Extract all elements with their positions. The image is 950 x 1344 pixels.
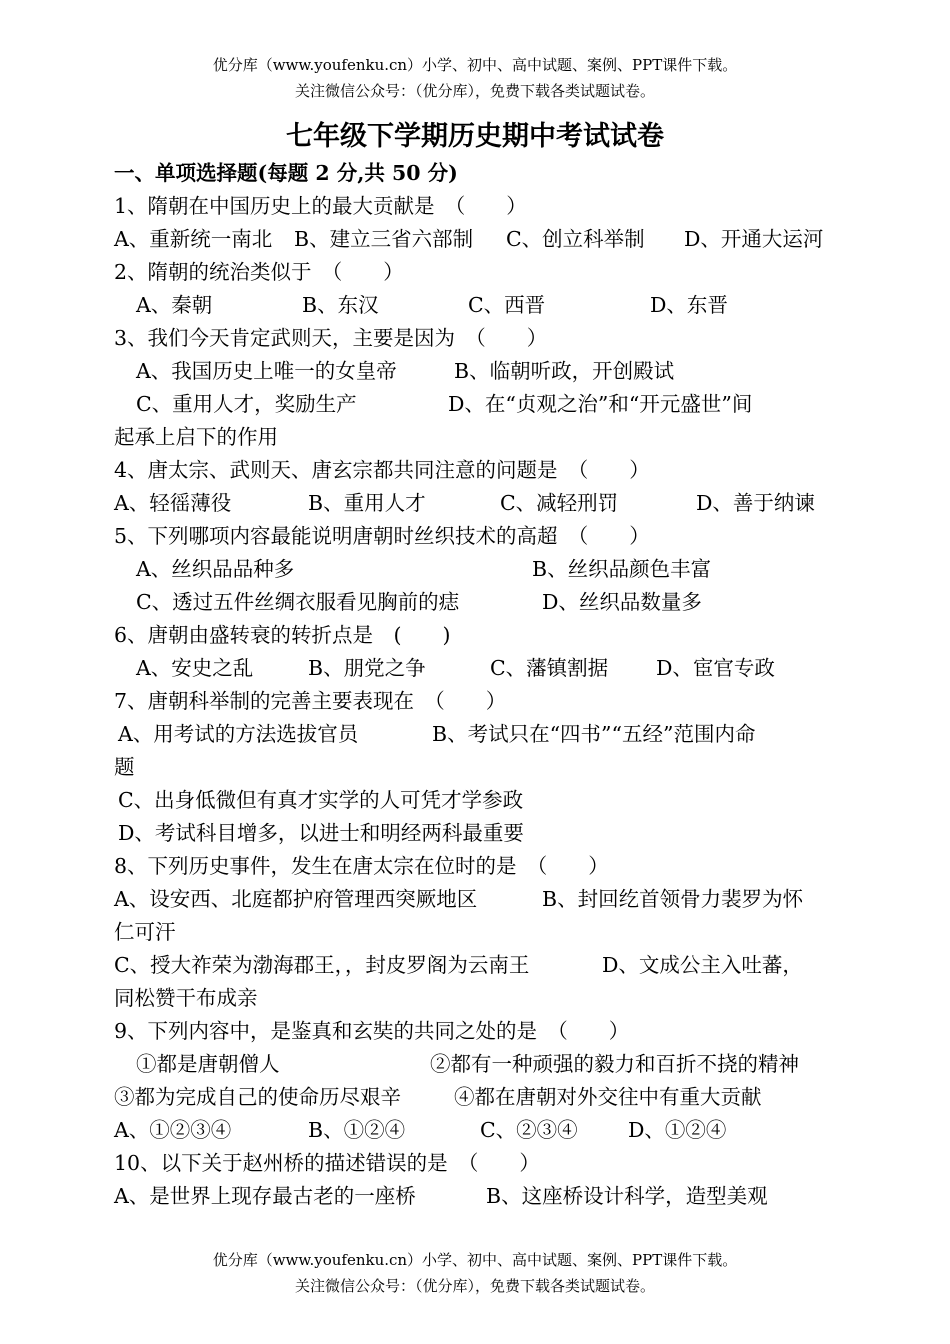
option-a: A、是世界上现存最古老的一座桥 xyxy=(114,1184,416,1208)
option-b: B、建立三省六部制 xyxy=(294,227,474,251)
option-c: C、西晋 xyxy=(468,293,546,317)
option-d: D、丝织品数量多 xyxy=(542,590,702,614)
question-5-options-cd xyxy=(114,586,838,619)
option-a: A、我国历史上唯一的女皇帝 xyxy=(136,359,397,383)
exam-content xyxy=(114,157,838,1213)
footer-line-2: 关注微信公众号：（优分库），免费下载各类试题试卷。 xyxy=(294,1277,655,1295)
page-header xyxy=(0,52,950,104)
option-c: C、授大祚荣为渤海郡王，，封皮罗阁为云南王 xyxy=(114,953,530,977)
option-a: A、秦朝 xyxy=(136,293,213,317)
option-c: C、②③④ xyxy=(480,1118,578,1142)
question-7-option-b-cont: 题 xyxy=(114,755,135,779)
option-a: A、重新统一南北 xyxy=(114,227,273,251)
question-1: 1、隋朝在中国历史上的最大贡献是 （ ） xyxy=(114,194,527,218)
question-10: 10、以下关于赵州桥的描述错误的是 （ ） xyxy=(114,1151,540,1175)
question-9-statements-12 xyxy=(114,1048,838,1081)
option-c: C、减轻刑罚 xyxy=(500,491,619,515)
statement-2: ②都有一种顽强的毅力和百折不挠的精神 xyxy=(430,1052,799,1076)
question-6: 6、唐朝由盛转衰的转折点是 ( ) xyxy=(114,623,451,647)
option-b: B、临朝听政，开创殿试 xyxy=(454,359,675,383)
option-d: D、善于纳谏 xyxy=(696,491,815,515)
option-a: A、①②③④ xyxy=(114,1118,232,1142)
question-9-statements-34 xyxy=(114,1081,838,1114)
question-8-options-ab xyxy=(114,883,838,916)
option-d: D、开通大运河 xyxy=(684,227,824,251)
option-b: B、封回纥首领骨力裴罗为怀 xyxy=(542,887,804,911)
question-8: 8、下列历史事件，发生在唐太宗在位时的是 （ ） xyxy=(114,854,609,878)
option-a: A、用考试的方法选拔官员 xyxy=(118,722,359,746)
question-2-options xyxy=(114,289,838,322)
option-d: D、宦官专政 xyxy=(656,656,775,680)
page-footer xyxy=(0,1247,950,1299)
question-7-option-d: D、考试科目增多，以进士和明经两科最重要 xyxy=(118,821,524,845)
option-b: B、丝织品颜色丰富 xyxy=(532,557,712,581)
option-d: D、文成公主入吐蕃， xyxy=(602,953,803,977)
question-7-option-c: C、出身低微但有真才实学的人可凭才学参政 xyxy=(118,788,524,812)
question-7: 7、唐朝科举制的完善主要表现在 （ ） xyxy=(114,689,507,713)
section-heading: 一、单项选择题(每题 2 分,共 50 分) xyxy=(114,161,458,185)
option-a: A、丝织品品种多 xyxy=(136,557,295,581)
option-a: A、轻徭薄役 xyxy=(114,491,232,515)
question-9-options xyxy=(114,1114,838,1147)
option-b: B、东汉 xyxy=(302,293,379,317)
statement-3: ③都为完成自己的使命历尽艰辛 xyxy=(114,1085,401,1109)
option-d: D、①②④ xyxy=(628,1118,727,1142)
question-4: 4、唐太宗、武则天、唐玄宗都共同注意的问题是 （ ） xyxy=(114,458,650,482)
question-3-options-cd xyxy=(114,388,838,421)
question-8-option-d-cont: 同松赞干布成亲 xyxy=(114,986,258,1010)
question-2: 2、隋朝的统治类似于 （ ） xyxy=(114,260,404,284)
question-9: 9、下列内容中，是鉴真和玄奘的共同之处的是 （ ） xyxy=(114,1019,630,1043)
question-8-options-cd xyxy=(114,949,838,982)
header-line-2: 关注微信公众号：（优分库），免费下载各类试题试卷。 xyxy=(294,82,655,100)
option-d: D、在“贞观之治”和“开元盛世”间 xyxy=(448,392,753,416)
footer-line-1: 优分库（www.youfenku.cn）小学、初中、高中试题、案例、PPT课件下载。 xyxy=(212,1251,738,1269)
question-3-option-d-cont: 起承上启下的作用 xyxy=(114,425,278,449)
question-3-options-ab xyxy=(114,355,838,388)
question-4-options xyxy=(114,487,838,520)
exam-title: 七年级下学期历史期中考试试卷 xyxy=(286,121,664,152)
statement-4: ④都在唐朝对外交往中有重大贡献 xyxy=(454,1085,762,1109)
question-5-options-ab xyxy=(114,553,838,586)
option-a: A、设安西、北庭都护府管理西突厥地区 xyxy=(114,887,478,911)
question-6-options xyxy=(114,652,838,685)
option-c: C、创立科举制 xyxy=(506,227,645,251)
option-b: B、考试只在“四书”“五经”范围内命 xyxy=(432,722,756,746)
question-3: 3、我们今天肯定武则天，主要是因为 （ ） xyxy=(114,326,548,350)
question-10-options-ab xyxy=(114,1180,838,1213)
statement-1: ①都是唐朝僧人 xyxy=(136,1052,280,1076)
option-c: C、重用人才，奖励生产 xyxy=(136,392,357,416)
header-line-1: 优分库（www.youfenku.cn）小学、初中、高中试题、案例、PPT课件下载。 xyxy=(212,56,738,74)
option-b: B、重用人才 xyxy=(308,491,426,515)
option-c: C、透过五件丝绸衣服看见胸前的痣 xyxy=(136,590,460,614)
question-8-option-b-cont: 仁可汗 xyxy=(114,920,176,944)
question-7-options-ab xyxy=(114,718,838,751)
question-5: 5、下列哪项内容最能说明唐朝时丝织技术的高超 （ ） xyxy=(114,524,650,548)
question-1-options xyxy=(114,223,838,256)
option-b: B、①②④ xyxy=(308,1118,406,1142)
option-a: A、安史之乱 xyxy=(136,656,254,680)
option-c: C、藩镇割据 xyxy=(490,656,609,680)
option-d: D、东晋 xyxy=(650,293,728,317)
option-b: B、这座桥设计科学，造型美观 xyxy=(486,1184,768,1208)
option-b: B、朋党之争 xyxy=(308,656,426,680)
